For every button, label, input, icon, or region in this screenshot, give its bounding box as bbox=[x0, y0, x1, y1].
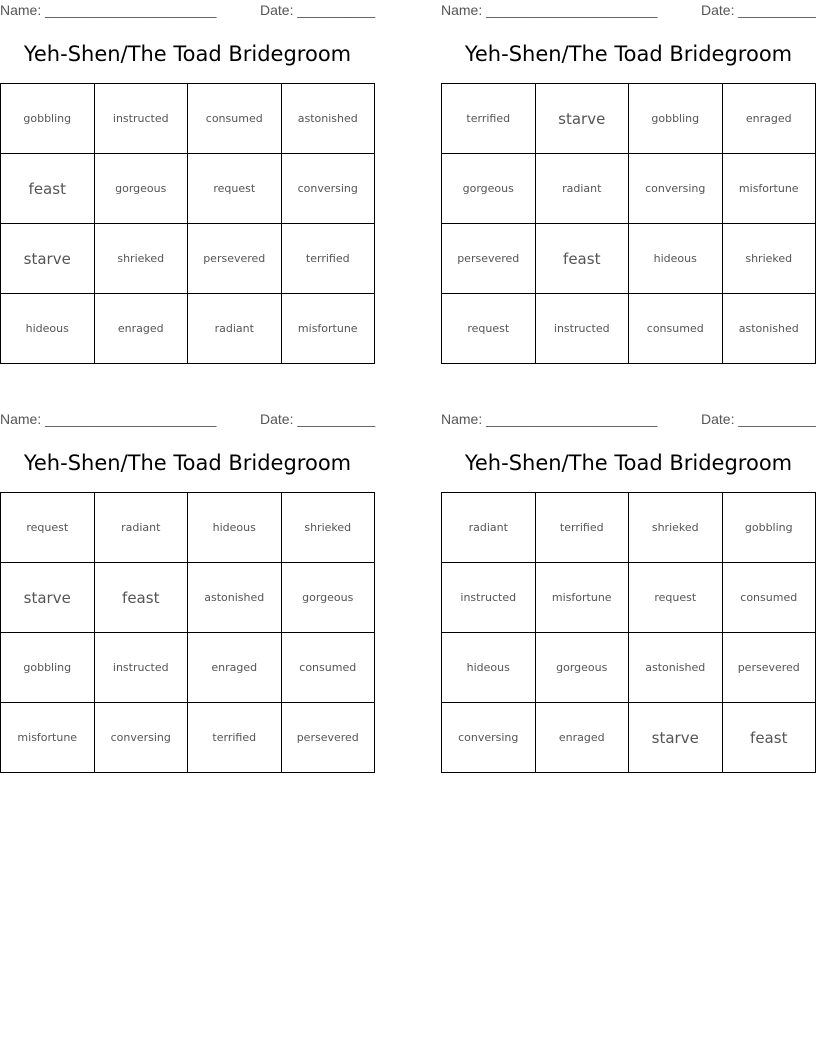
grid-cell: request bbox=[1, 493, 95, 563]
card-title: Yeh-Shen/The Toad Bridegroom bbox=[464, 451, 793, 475]
date-field: Date: __________ bbox=[260, 2, 376, 18]
grid-cell: gorgeous bbox=[281, 563, 375, 633]
grid-cell: misfortune bbox=[722, 154, 816, 224]
grid-cell: starve bbox=[1, 563, 95, 633]
grid-cell: enraged bbox=[722, 84, 816, 154]
bingo-grid bbox=[441, 492, 816, 773]
grid-cell: terrified bbox=[535, 493, 629, 563]
grid-cell: persevered bbox=[281, 703, 375, 773]
grid-cell: instructed bbox=[442, 563, 536, 633]
grid-row bbox=[1, 154, 375, 224]
grid-cell: feast bbox=[535, 224, 629, 294]
grid-cell: shrieked bbox=[629, 493, 723, 563]
grid-row bbox=[1, 84, 375, 154]
grid-cell: hideous bbox=[1, 294, 95, 364]
card-title: Yeh-Shen/The Toad Bridegroom bbox=[23, 451, 352, 475]
grid-cell: astonished bbox=[281, 84, 375, 154]
grid-row bbox=[442, 493, 816, 563]
grid-cell: gobbling bbox=[629, 84, 723, 154]
grid-cell: astonished bbox=[629, 633, 723, 703]
grid-cell: astonished bbox=[188, 563, 282, 633]
grid-cell: enraged bbox=[188, 633, 282, 703]
card-header bbox=[441, 409, 816, 431]
grid-cell: persevered bbox=[188, 224, 282, 294]
grid-row bbox=[1, 294, 375, 364]
card-header bbox=[0, 0, 375, 22]
grid-cell: starve bbox=[629, 703, 723, 773]
grid-cell: feast bbox=[1, 154, 95, 224]
grid-cell: instructed bbox=[94, 84, 188, 154]
grid-cell: shrieked bbox=[281, 493, 375, 563]
grid-cell: conversing bbox=[94, 703, 188, 773]
grid-cell: conversing bbox=[442, 703, 536, 773]
grid-cell: feast bbox=[722, 703, 816, 773]
grid-cell: consumed bbox=[188, 84, 282, 154]
grid-row bbox=[442, 703, 816, 773]
date-field: Date: __________ bbox=[260, 411, 376, 427]
bingo-card-1 bbox=[0, 0, 376, 335]
grid-cell: radiant bbox=[442, 493, 536, 563]
grid-cell: consumed bbox=[722, 563, 816, 633]
grid-cell: consumed bbox=[629, 294, 723, 364]
grid-cell: terrified bbox=[442, 84, 536, 154]
grid-cell: persevered bbox=[442, 224, 536, 294]
bingo-grid bbox=[0, 83, 375, 364]
name-field: Name: ______________________ bbox=[441, 411, 658, 427]
grid-row bbox=[442, 563, 816, 633]
grid-cell: hideous bbox=[188, 493, 282, 563]
bingo-card-3 bbox=[0, 409, 376, 744]
grid-cell: request bbox=[442, 294, 536, 364]
grid-cell: misfortune bbox=[535, 563, 629, 633]
grid-cell: request bbox=[188, 154, 282, 224]
grid-row bbox=[442, 224, 816, 294]
grid-cell: instructed bbox=[535, 294, 629, 364]
grid-cell: conversing bbox=[629, 154, 723, 224]
grid-row bbox=[1, 493, 375, 563]
bingo-card-4 bbox=[441, 409, 816, 747]
grid-cell: gobbling bbox=[722, 493, 816, 563]
grid-cell: misfortune bbox=[1, 703, 95, 773]
bingo-card-2 bbox=[441, 0, 816, 335]
grid-cell: enraged bbox=[535, 703, 629, 773]
card-header bbox=[0, 409, 375, 431]
grid-cell: radiant bbox=[94, 493, 188, 563]
grid-row bbox=[1, 563, 375, 633]
grid-row bbox=[442, 154, 816, 224]
grid-cell: consumed bbox=[281, 633, 375, 703]
name-field: Name: ______________________ bbox=[441, 2, 658, 18]
card-title: Yeh-Shen/The Toad Bridegroom bbox=[23, 42, 352, 66]
grid-cell: hideous bbox=[442, 633, 536, 703]
grid-cell: gobbling bbox=[1, 84, 95, 154]
grid-cell: conversing bbox=[281, 154, 375, 224]
grid-cell: starve bbox=[535, 84, 629, 154]
grid-cell: radiant bbox=[535, 154, 629, 224]
grid-cell: misfortune bbox=[281, 294, 375, 364]
bingo-grid bbox=[441, 83, 816, 364]
grid-cell: gorgeous bbox=[94, 154, 188, 224]
grid-row bbox=[1, 633, 375, 703]
grid-cell: gobbling bbox=[1, 633, 95, 703]
grid-row bbox=[1, 703, 375, 773]
grid-row bbox=[1, 224, 375, 294]
grid-cell: starve bbox=[1, 224, 95, 294]
grid-cell: request bbox=[629, 563, 723, 633]
grid-cell: hideous bbox=[629, 224, 723, 294]
grid-cell: radiant bbox=[188, 294, 282, 364]
grid-row bbox=[442, 294, 816, 364]
grid-cell: persevered bbox=[722, 633, 816, 703]
grid-row bbox=[442, 633, 816, 703]
grid-cell: shrieked bbox=[722, 224, 816, 294]
grid-cell: gorgeous bbox=[535, 633, 629, 703]
grid-cell: feast bbox=[94, 563, 188, 633]
grid-cell: astonished bbox=[722, 294, 816, 364]
grid-cell: shrieked bbox=[94, 224, 188, 294]
card-title: Yeh-Shen/The Toad Bridegroom bbox=[464, 42, 793, 66]
date-field: Date: __________ bbox=[701, 411, 816, 427]
bingo-grid bbox=[0, 492, 375, 773]
card-header bbox=[441, 0, 816, 22]
grid-cell: enraged bbox=[94, 294, 188, 364]
grid-cell: terrified bbox=[188, 703, 282, 773]
name-field: Name: ______________________ bbox=[0, 2, 217, 18]
grid-row bbox=[442, 84, 816, 154]
name-field: Name: ______________________ bbox=[0, 411, 217, 427]
grid-cell: gorgeous bbox=[442, 154, 536, 224]
grid-cell: instructed bbox=[94, 633, 188, 703]
date-field: Date: __________ bbox=[701, 2, 816, 18]
grid-cell: terrified bbox=[281, 224, 375, 294]
